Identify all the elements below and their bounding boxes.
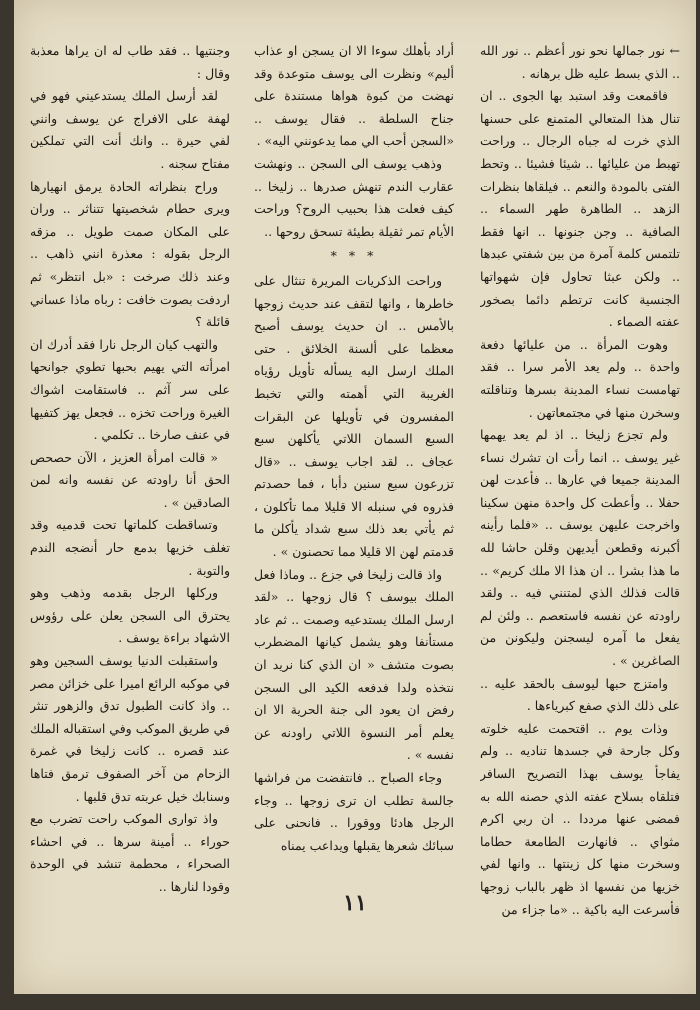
paragraph: فاقمعت وقد استبد بها الجوى .. ان تنال هذا المتعالي المتمنع على حسنها الذي خرت له جباه الرجال .. وراحت تهبط من عليائها .. شيئا فشيئا .. وتحط الفتى بالمودة والنعم .. فيلقاها بنظرات الزهد .. الطاهرة طهر السماء .. الصافية .. وجن جنونها .. انها فقط تلتمس كلمة آمرة من بين شفتي عبدها .. ولكن عبثا تحاول فإن شهواتها الجنسية كانت ترتطم دائما بصخور عفته الصماء . <box>480 88 680 330</box>
paragraph: وتساقطت كلماتها تحت قدميه وقد تغلف خزيها بدمع حار أنضجه الندم والتوبة . <box>30 517 230 578</box>
paragraph: ولم تجزع زليخا .. اذ لم يعد يهمها غير يوسف .. انما رأت ان تشرك نساء المدينة جميعا في عارها .. فأعدت لهن حفلا .. وأعطت كل واحدة منهن سكينا واخرجت عليهن يوسف .. «فلما رأينه أكبرنه وقطعن أيديهن وقلن حاشا لله ما هذا بشرا .. ان هذا الا ملك كريم» .. قالت فذلك الذي لمتنني فيه .. ولقد راودته عن نفسه فاستعصم .. ولئن لم يفعل ما آمره ليسجنن وليكونن من الصاغرين » . <box>480 427 680 669</box>
page-number: ١١ <box>343 890 367 916</box>
paragraph: وذهب يوسف الى السجن .. ونهشت عقارب الندم تنهش صدرها .. زليخا .. كيف فعلت هذا بحبيب الروح؟ وراحت الأيام تمر ثقيلة بطيئة تسحق روحها .. <box>254 155 454 239</box>
paragraph: واذ قالت زليخا في جزع .. وماذا فعل الملك بيوسف ؟ قال زوجها .. «لقد ارسل الملك يستدعيه وصمت .. ثم عاد مستأنفا وهو يشمل كيانها المضطرب بصوت متشف « ان الذي كنا نريد ان نتخذه ولدا فدفعه الكيد الى السجن رفض ان يعود الى جنة الحرية الا ان يعلم أمر النسوة اللاتي راودنه عن نفسه » . <box>254 566 454 763</box>
magazine-page <box>14 0 696 994</box>
paragraph: وذات يوم .. اقتحمت عليه خلوته وكل جارحة في جسدها تناديه .. ولم يفاجأ يوسف بهذا التصريح السافر فتلقاه بسلاح عفته الذي حصنه الله به فمضى عنها مرددا .. ان ربي اكرم مثواي .. فانهارت الطامعة حطاما وسخرت منها كل زينتها .. وانها لفي خزيها من نفسها اذ ظهر بالباب زوجها فأسرعت اليه باكية .. «ما جزاء من <box>480 720 680 917</box>
text-column-middle <box>254 40 454 920</box>
paragraph: وراح بنظراته الحادة يرمق انهيارها ويرى حطام شخصيتها تتناثر .. وران على المكان صمت طويل .. مزقه الرجل بقوله : معذرة انني ذاهب .. وعند ذلك صرخت : «بل انتظر» ثم اردفت بصوت خافت : رباه ماذا عساني قائلة ؟ <box>30 178 230 330</box>
paragraph: والتهب كيان الرجل نارا فقد أدرك ان امرأته التي يهيم بحبها تطوي جوانحها على سر آثم .. فاستقامت اشواك الغيرة وراحت تخزه .. فجعل يهز كتفيها في عنف صارخا .. تكلمي . <box>30 336 230 443</box>
section-separator: * * * <box>330 248 378 264</box>
paragraph: واستقبلت الدنيا يوسف السجين وهو في موكبه الرائع اميرا على خزائن مصر .. واذ كانت الطبول تدق والزهور تنثر في طريق الموكب وفي استقباله الملك عند قصره .. كانت زليخا في غمرة الزحام من آخر الصفوف ترمق فتاها وسنابك خيل عربته تدق قلبها . <box>30 653 230 804</box>
paragraph: وهوت المرأة .. من عليائها دفعة واحدة .. ولم يعد الأمر سرا .. فقد تهامست نساء المدينة بسرها وتناقلته وسخرن منها في مجتمعاتهن . <box>480 336 680 420</box>
paragraph: وراحت الذكريات المريرة تنثال على خاطرها ، وانها لتقف عند حديث زوجها بالأمس .. ان حديث يوسف أصبح معظما على ألسنة الخلائق . حتى الملك ارسل اليه يسأله تأويل رؤياه الغريبة التي أهمته والتي تخبط المفسرون في تأويلها عن البقرات السبع السمان اللاتي يأكلهن سبع عجاف .. لقد اجاب يوسف .. «قال تزرعون سبع سنين دأبا ، فما حصدتم فذروه في سنبله الا قليلا مما تأكلون ، ثم يأتي بعد ذلك سبع شداد يأكلن ما قدمتم لهن الا قليلا مما تحصنون » . <box>254 272 454 560</box>
paragraph: لقد أرسل الملك يستدعيني فهو في لهفة على الافراج عن يوسف وانني لفي حيرة .. وانك أنت التي تملكين مفتاح سجنه . <box>30 88 230 171</box>
text-column-left <box>30 40 230 920</box>
paragraph: « قالت امرأة العزيز ، الآن حصحص الحق أنا راودته عن نفسه وانه لمن الصادقين » . <box>30 449 230 510</box>
paragraph: وركلها الرجل بقدمه وذهب وهو يحترق الى السجن يعلن على رؤوس الاشهاد براءة يوسف . <box>30 585 230 646</box>
text-column-right <box>480 40 680 920</box>
paragraph: وجنتيها .. فقد طاب له ان يراها معذبة وقال : <box>30 43 230 81</box>
paragraph: وامتزج حبها ليوسف بالحقد عليه .. على ذلك الذي صفع كبرياءها . <box>480 675 680 714</box>
paragraph: واذ توارى الموكب راحت تضرب مع حوراء .. أمينة سرها .. في احشاء الصحراء ، محطمة تنشد في الوحدة وقودا لنارها .. <box>30 811 230 894</box>
paragraph: وجاء الصباح .. فانتفضت من فراشها جالسة تطلب ان ترى زوجها .. وجاء الرجل هادئا ووقورا .. فانحنى على سبائك شعرها يقبلها ويداعب يمناه <box>254 770 454 853</box>
paragraph: ← نور جمالها نحو نور أعظم .. نور الله .. الذي بسط عليه ظل برهانه . <box>480 43 680 81</box>
paragraph: أراد بأهلك سوءا الا ان يسجن او عذاب أليم» ونظرت الى يوسف متوعدة وقد نهضت من كبوة هواها مستندة على جناح السلطة .. فقال يوسف .. «السجن أحب الي مما يدعونني اليه» . <box>254 43 454 149</box>
